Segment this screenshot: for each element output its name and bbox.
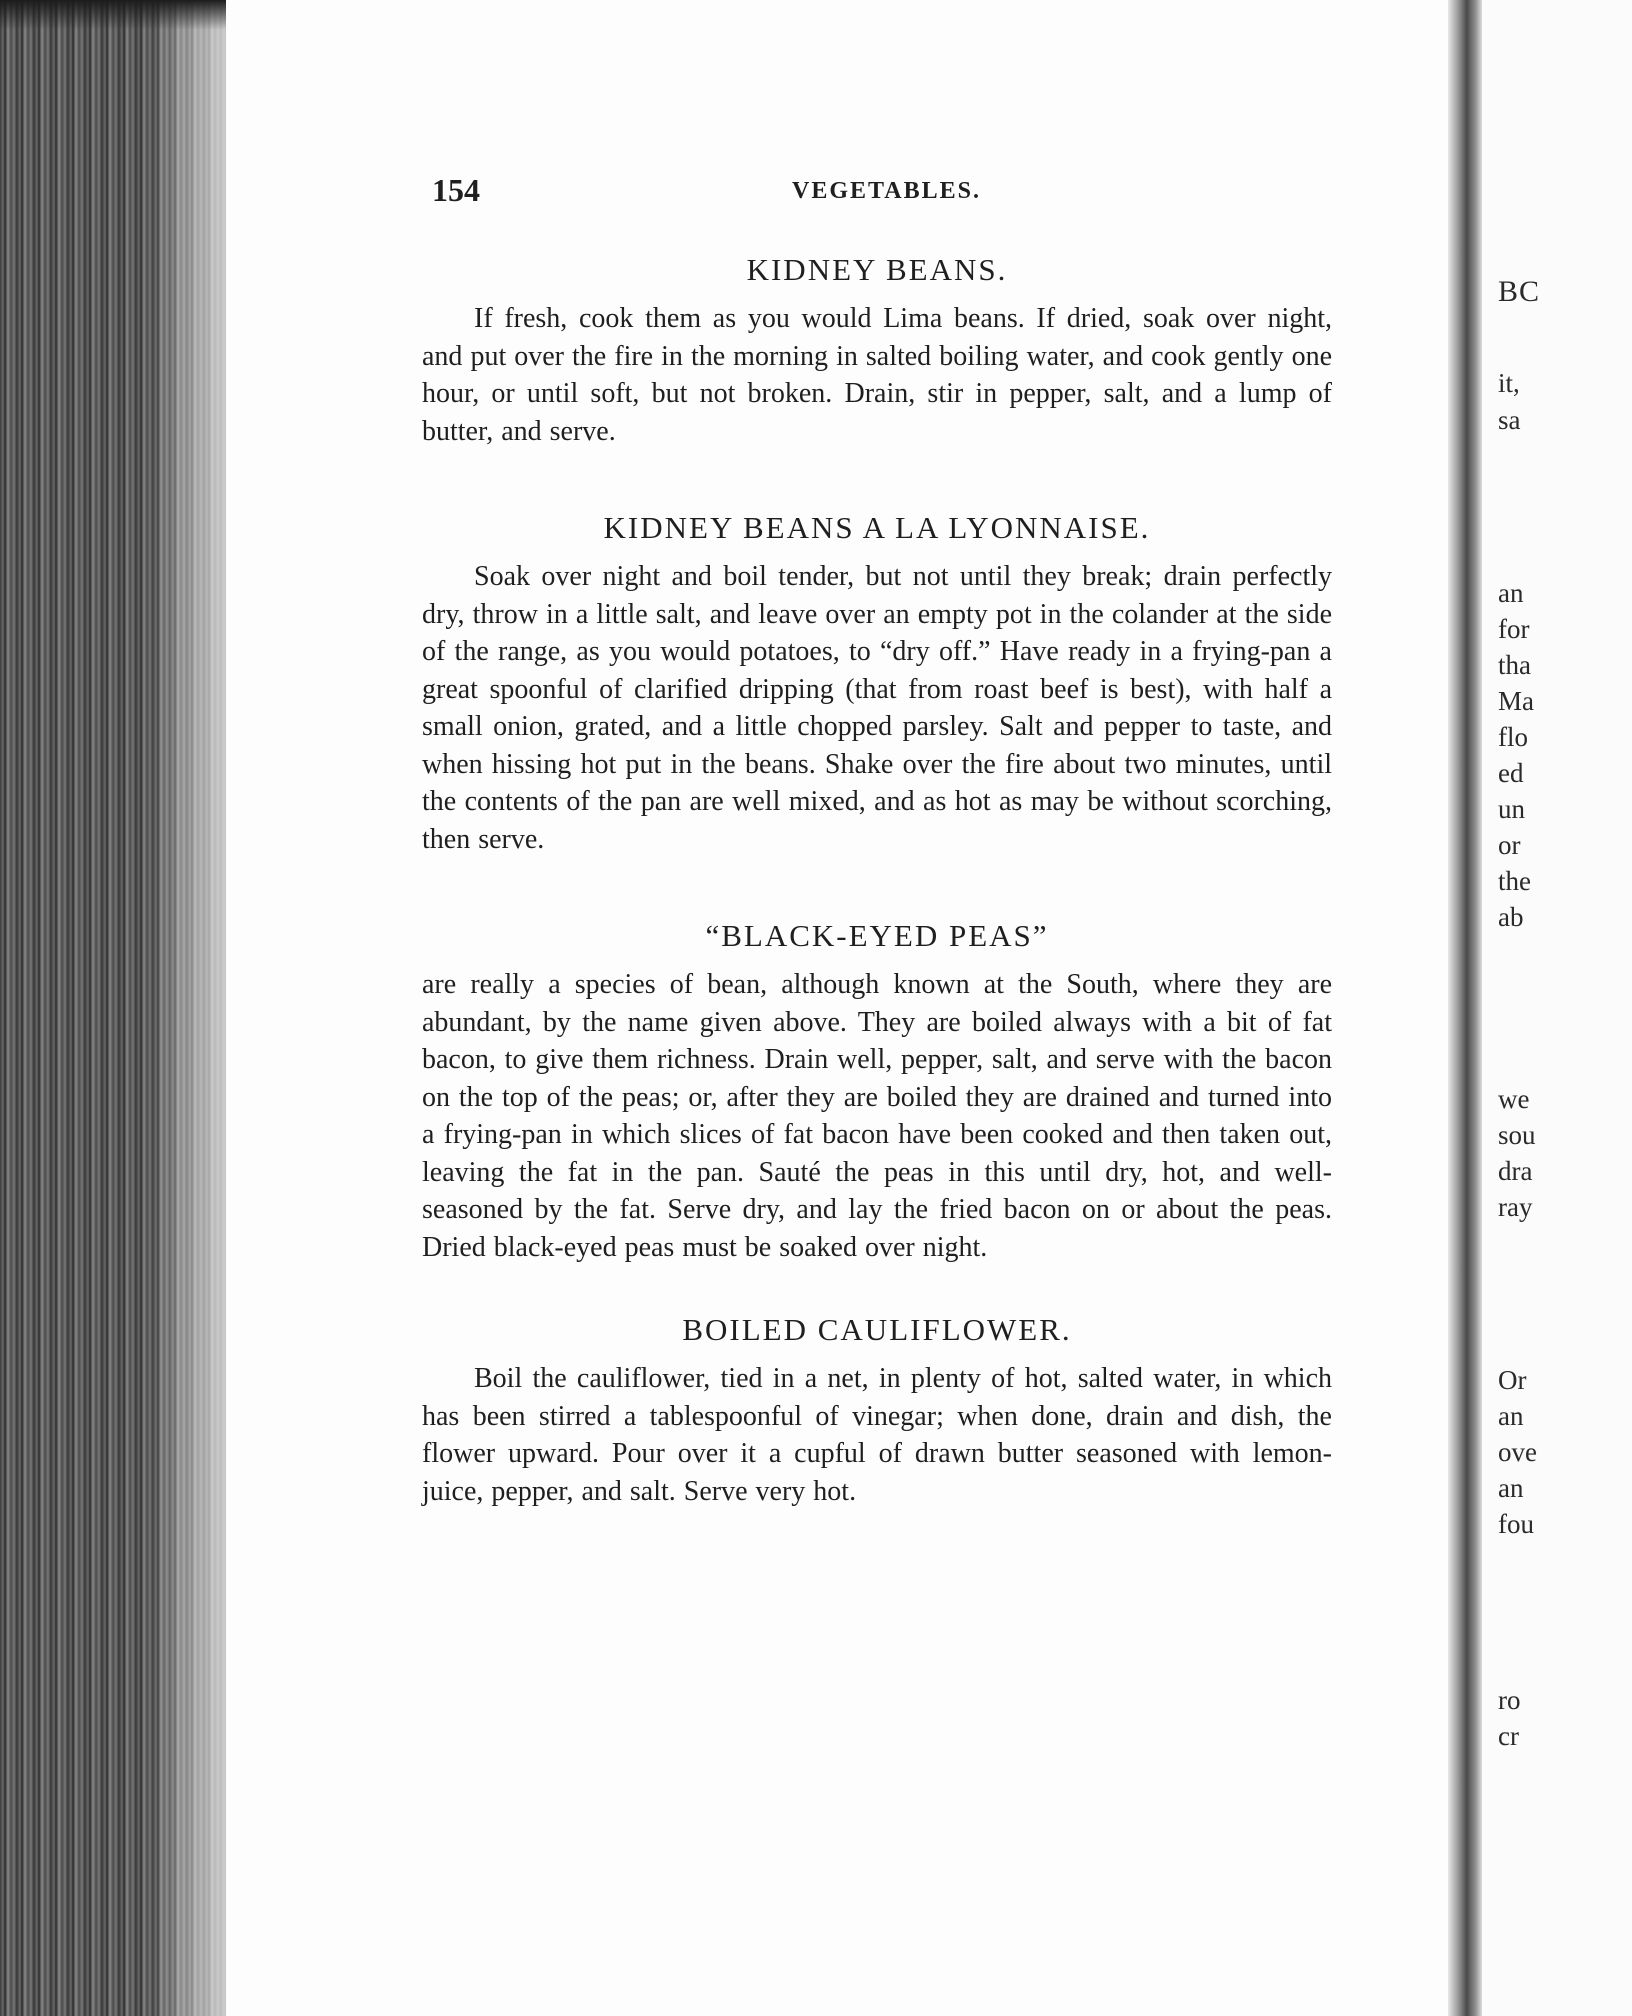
facing-page-fragment: Ma: [1498, 686, 1534, 716]
facing-page-fragment: the: [1498, 866, 1531, 896]
facing-page-fragment: Or: [1498, 1365, 1527, 1395]
facing-page-fragment: ro: [1498, 1685, 1521, 1715]
section-body-kidney-beans-lyonnaise: Soak over night and boil tender, but not until they break; drain perfectly dry, throw in a little salt, and leave over an empty pot in the colander at the side of the range, as you would potatoes, to “dry off.” Have ready in a frying-pan a great spoonful of clarified dripping (that from roast beef is best), with half a small onion, grated, and a little chopped parsley. Salt and pepper to taste, and when hissing hot put in the beans. Shake over the fire about two minutes, until the contents of the pan are well mixed, and as hot as may be without scorching, then serve.: [422, 561, 1332, 855]
page-content: [422, 250, 1332, 1510]
section-body-boiled-cauliflower: Boil the cauliflower, tied in a net, in plenty of hot, salted water, in which has been stirred a tablespoonful of vinegar; when done, drain and dish, the flower upward. Pour over it a cupful of drawn butter seasoned with lemon-juice, pepper, and salt. Serve very hot.: [422, 1363, 1332, 1507]
section-body-kidney-beans: If fresh, cook them as you would Lima beans. If dried, soak over night, and put over the fire in the morning in salted boiling water, and cook gently one hour, or until soft, but not broken. Drain, stir in pepper, salt, and a lump of butter, and serve.: [422, 303, 1332, 447]
facing-page-fragment: we: [1498, 1084, 1530, 1114]
facing-page-fragment: fou: [1498, 1509, 1534, 1539]
section-title-kidney-beans-lyonnaise: KIDNEY BEANS A LA LYONNAISE.: [603, 510, 1151, 545]
facing-page-fragment: sou: [1498, 1120, 1536, 1150]
section-title-kidney-beans: KIDNEY BEANS.: [746, 252, 1008, 287]
facing-page-fragment: an: [1498, 1473, 1524, 1503]
facing-page-fragment: sa: [1498, 405, 1521, 435]
facing-page-fragment: ray: [1498, 1192, 1533, 1222]
facing-page-fragment: an: [1498, 578, 1524, 608]
facing-page-fragment: ab: [1498, 902, 1524, 932]
facing-page-fragment: ove: [1498, 1437, 1537, 1467]
edge-shadow: [150, 0, 230, 2016]
edge-top-shadow: [0, 0, 228, 30]
facing-page-fragment: or: [1498, 830, 1521, 860]
facing-page-fragment: ed: [1498, 758, 1524, 788]
section-title-black-eyed-peas: “BLACK-EYED PEAS”: [705, 918, 1049, 953]
page-header: [432, 172, 1332, 212]
facing-page-fragment: un: [1498, 794, 1525, 824]
section-title-boiled-cauliflower: BOILED CAULIFLOWER.: [682, 1312, 1072, 1347]
running-head: VEGETABLES.: [792, 178, 981, 204]
page-number: 154: [432, 172, 480, 208]
facing-page-fragment: it,: [1498, 368, 1520, 398]
book-gutter: [1448, 0, 1482, 2016]
facing-page-fragment: flo: [1498, 722, 1528, 752]
section-body-black-eyed-peas: are really a species of bean, although known at the South, where they are abundant, by the name given above. They are boiled always with a bit of fat bacon, to give them richness. Drain well, pepper, salt, and serve with the bacon on the top of the peas; or, after they are boiled they are drained and turned into a frying-pan in which slices of fat bacon have been cooked and then taken out, leaving the fat in the pan. Sauté the peas in this until dry, hot, and well-seasoned by the fat. Serve dry, and lay the fried bacon on or about the peas. Dried black-eyed peas must be soaked over night.: [422, 969, 1332, 1263]
facing-page-fragment: BC: [1498, 275, 1541, 308]
facing-page-fragment: dra: [1498, 1156, 1533, 1186]
facing-page-fragment: for: [1498, 614, 1530, 644]
facing-page: [1482, 0, 1632, 2016]
facing-page-fragment: tha: [1498, 650, 1531, 680]
facing-page-fragment: cr: [1498, 1721, 1519, 1751]
facing-page-fragment: an: [1498, 1401, 1524, 1431]
